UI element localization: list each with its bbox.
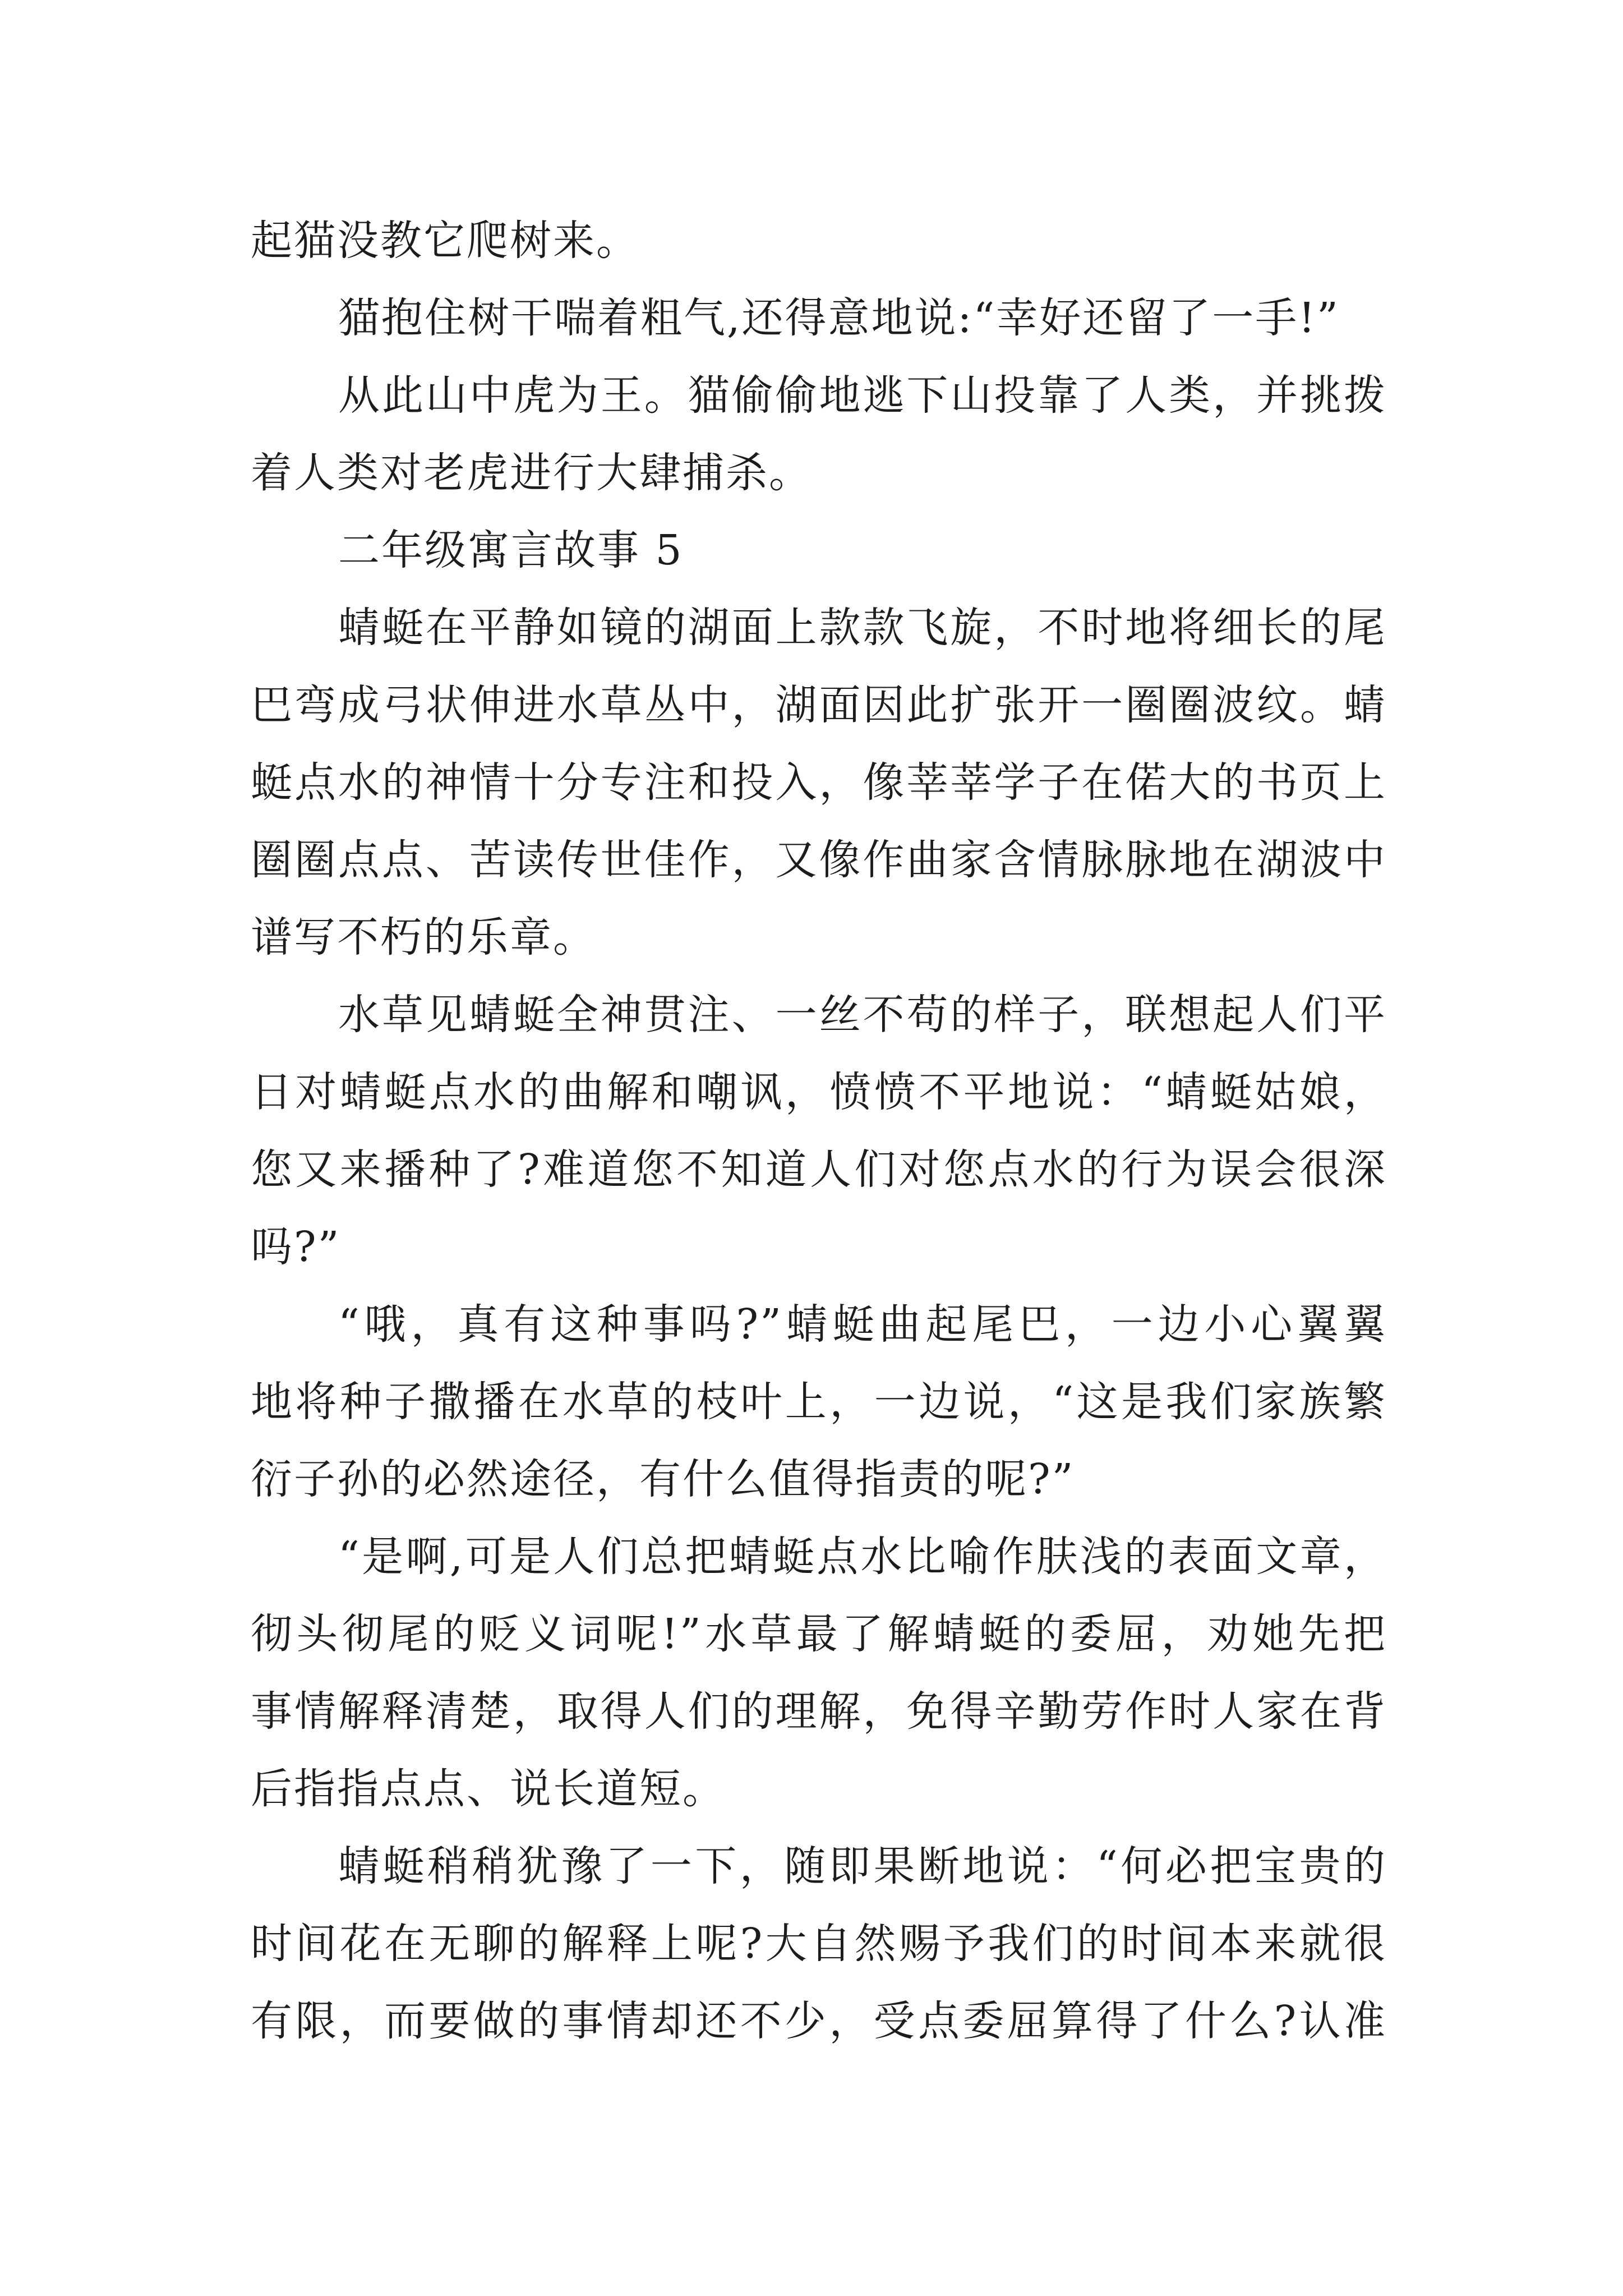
text-line: 日对蜻蜓点水的曲解和嘲讽，愤愤不平地说：“蜻蜓姑娘，	[251, 1068, 1387, 1116]
text-line: 吗?”	[251, 1223, 341, 1271]
text-line: 蜻蜓在平静如镜的湖面上款款飞旋，不时地将细长的尾	[338, 604, 1387, 652]
text-line: 蜓点水的神情十分专注和投入，像莘莘学子在偌大的书页上	[251, 758, 1387, 807]
text-line: 事情解释清楚，取得人们的理解，免得辛勤劳作时人家在背	[251, 1687, 1387, 1736]
text-line: 后指指点点、说长道短。	[251, 1765, 726, 1813]
section-title: 二年级寓言故事 5	[338, 526, 684, 574]
text-line: 时间花在无聊的解释上呢?大自然赐予我们的时间本来就很	[251, 1920, 1387, 1968]
text-line: 谱写不朽的乐章。	[251, 913, 596, 961]
text-line: 蜻蜓稍稍犹豫了一下，随即果断地说：“何必把宝贵的	[338, 1842, 1387, 1890]
text-line: 水草见蜻蜓全神贯注、一丝不苟的样子，联想起人们平	[338, 991, 1387, 1039]
text-line: 猫抱住树干喘着粗气,还得意地说:“幸好还留了一手!”	[338, 294, 1340, 342]
text-line: 有限，而要做的事情却还不少，受点委屈算得了什么?认准	[251, 1997, 1387, 2045]
text-line: 巴弯成弓状伸进水草丛中，湖面因此扩张开一圈圈波纹。蜻	[251, 681, 1387, 729]
text-line: “哦，真有这种事吗?”蜻蜓曲起尾巴，一边小心翼翼	[338, 1300, 1387, 1349]
text-line: “是啊,可是人们总把蜻蜓点水比喻作肤浅的表面文章，	[338, 1533, 1387, 1581]
text-line: 彻头彻尾的贬义词呢!”水草最了解蜻蜓的委屈，劝她先把	[251, 1610, 1387, 1658]
text-line: 衍子孙的必然途径，有什么值得指责的呢?”	[251, 1455, 1075, 1503]
text-line: 圈圈点点、苦读传世佳作，又像作曲家含情脉脉地在湖波中	[251, 836, 1387, 884]
text-line: 着人类对老虎进行大肆捕杀。	[251, 449, 812, 497]
text-line: 起猫没教它爬树来。	[251, 217, 639, 265]
text-line: 从此山中虎为王。猫偷偷地逃下山投靠了人类，并挑拨	[338, 371, 1387, 420]
text-line: 地将种子撒播在水草的枝叶上，一边说，“这是我们家族繁	[251, 1378, 1387, 1426]
text-line: 您又来播种了?难道您不知道人们对您点水的行为误会很深	[251, 1145, 1387, 1194]
